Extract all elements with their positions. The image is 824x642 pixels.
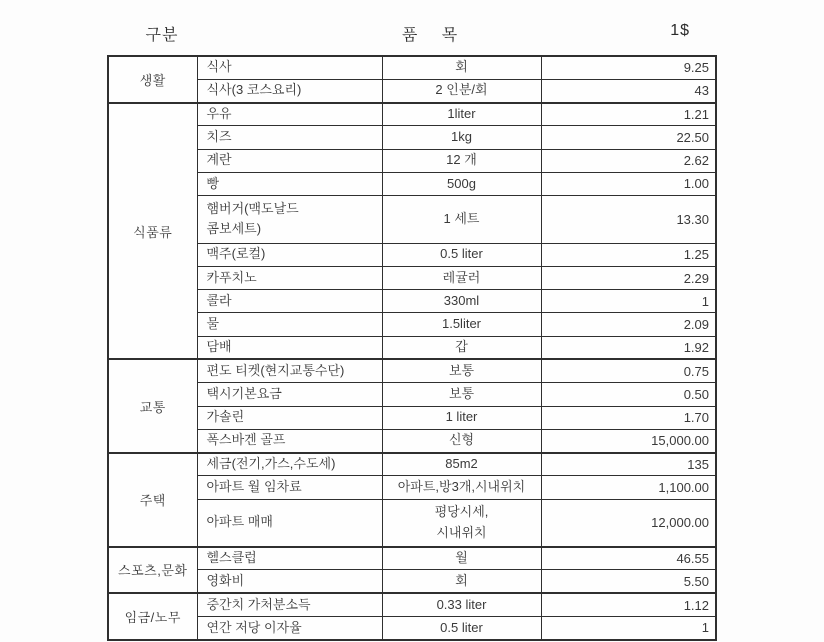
price-cell: 0.50 (541, 383, 716, 406)
table-row (108, 56, 716, 79)
price-cell: 22.50 (541, 126, 716, 149)
table-row (108, 172, 716, 195)
qty-cell: 아파트,방3개,시내위치 (382, 476, 541, 499)
price-cell: 1.25 (541, 243, 716, 266)
qty-cell: 회 (382, 56, 541, 79)
price-cell: 2.29 (541, 266, 716, 289)
price-cell: 5.50 (541, 570, 716, 593)
qty-cell: 12 개 (382, 149, 541, 172)
group-cell: 임금/노무 (108, 593, 197, 640)
price-cell: 1 (541, 290, 716, 313)
item-cell: 편도 티켓(현지교통수단) (197, 359, 382, 382)
item-cell: 물 (197, 313, 382, 336)
qty-cell: 2 인분/회 (382, 79, 541, 102)
price-cell: 1.70 (541, 406, 716, 429)
item-cell: 영화비 (197, 570, 382, 593)
price-cell: 15,000.00 (541, 429, 716, 452)
price-cell: 0.75 (541, 359, 716, 382)
item-cell: 중간치 가처분소득 (197, 593, 382, 616)
qty-cell: 0.5 liter (382, 243, 541, 266)
qty-cell: 평당시세, 시내위치 (382, 499, 541, 547)
item-cell: 아파트 매매 (197, 499, 382, 547)
item-cell: 빵 (197, 172, 382, 195)
table-row (108, 149, 716, 172)
qty-cell: 1liter (382, 103, 541, 126)
price-table-body (108, 56, 716, 640)
item-cell: 담배 (197, 336, 382, 359)
column-header-category: 구분 (145, 27, 179, 44)
table-row (108, 616, 716, 640)
item-cell: 치즈 (197, 126, 382, 149)
price-cell: 135 (541, 453, 716, 476)
item-cell: 식사(3 코스요리) (197, 79, 382, 102)
item-cell: 햄버거(맥도날드 콤보세트) (197, 196, 382, 244)
item-cell: 아파트 월 임차료 (197, 476, 382, 499)
table-row (108, 336, 716, 359)
table-row (108, 103, 716, 126)
qty-cell: 월 (382, 547, 541, 570)
table-row (108, 290, 716, 313)
group-cell: 생활 (108, 56, 197, 103)
qty-cell: 신형 (382, 429, 541, 452)
item-cell: 맥주(로컬) (197, 243, 382, 266)
item-cell: 식사 (197, 56, 382, 79)
price-cell: 1,100.00 (541, 476, 716, 499)
group-cell: 주택 (108, 453, 197, 547)
table-row (108, 429, 716, 452)
qty-cell: 보통 (382, 359, 541, 382)
qty-cell: 회 (382, 570, 541, 593)
price-table-grid (107, 55, 717, 641)
price-cell: 9.25 (541, 56, 716, 79)
table-row (108, 79, 716, 102)
item-cell: 헬스클럽 (197, 547, 382, 570)
table-row (108, 453, 716, 476)
item-cell: 연간 저당 이자율 (197, 616, 382, 640)
table-row (108, 570, 716, 593)
table-row (108, 499, 716, 547)
price-cell: 13.30 (541, 196, 716, 244)
table-row (108, 266, 716, 289)
item-cell: 계란 (197, 149, 382, 172)
qty-cell: 85m2 (382, 453, 541, 476)
price-cell: 2.62 (541, 149, 716, 172)
column-header-price: 1$ (670, 22, 690, 39)
qty-cell: 500g (382, 172, 541, 195)
table-row (108, 547, 716, 570)
table-row (108, 313, 716, 336)
table-row (108, 383, 716, 406)
group-cell: 교통 (108, 359, 197, 452)
qty-cell: 1.5liter (382, 313, 541, 336)
qty-cell: 갑 (382, 336, 541, 359)
table-row (108, 359, 716, 382)
item-cell: 폭스바겐 골프 (197, 429, 382, 452)
price-cell: 1.21 (541, 103, 716, 126)
price-cell: 2.09 (541, 313, 716, 336)
item-cell: 세금(전기,가스,수도세) (197, 453, 382, 476)
qty-cell: 0.5 liter (382, 616, 541, 640)
price-cell: 43 (541, 79, 716, 102)
item-cell: 카푸치노 (197, 266, 382, 289)
qty-cell: 보통 (382, 383, 541, 406)
qty-cell: 0.33 liter (382, 593, 541, 616)
table-row (108, 196, 716, 244)
qty-cell: 1 세트 (382, 196, 541, 244)
qty-cell: 1 liter (382, 406, 541, 429)
table-row (108, 243, 716, 266)
qty-cell: 1kg (382, 126, 541, 149)
item-cell: 가솔린 (197, 406, 382, 429)
price-table (107, 55, 715, 641)
price-cell: 46.55 (541, 547, 716, 570)
table-row (108, 476, 716, 499)
price-cell: 1.00 (541, 172, 716, 195)
table-row (108, 406, 716, 429)
table-row (108, 593, 716, 616)
group-cell: 식품류 (108, 103, 197, 360)
item-cell: 콜라 (197, 290, 382, 313)
group-cell: 스포츠,문화 (108, 547, 197, 594)
price-cell: 1.12 (541, 593, 716, 616)
column-header-item: 품 목 (401, 27, 459, 44)
qty-cell: 레귤러 (382, 266, 541, 289)
item-cell: 택시기본요금 (197, 383, 382, 406)
price-cell: 1.92 (541, 336, 716, 359)
table-row (108, 126, 716, 149)
item-cell: 우유 (197, 103, 382, 126)
price-cell: 1 (541, 616, 716, 640)
qty-cell: 330ml (382, 290, 541, 313)
price-cell: 12,000.00 (541, 499, 716, 547)
